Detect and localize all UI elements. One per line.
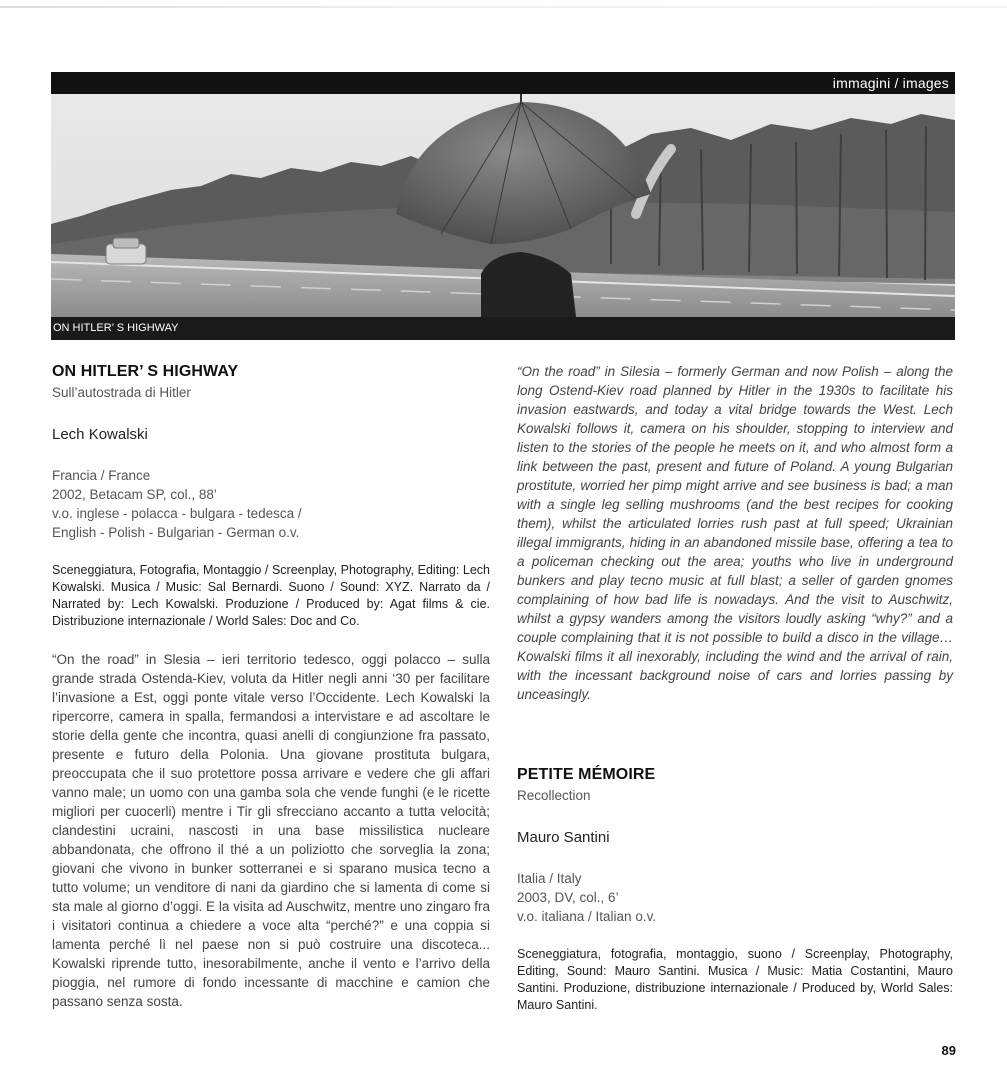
film2-block xyxy=(517,765,953,1014)
film1-synopsis-english: “On the road” in Silesia – formerly German and now Polish – along the long Ostend-Kiev road planned by Hitler in the 1930s to facilitate his invasion eastwards, and today a vital bridge towards the West. Lech Kowalski follows it, camera on his shoulder, stopping to interview and listen to the stories of the people he meets on it, and who almost form a link between the past, present and future of Poland. A young Bulgarian prostitute, worried her pimp might arrive and see business is bad; a man with a single leg selling mushrooms (and the best recipes for cooking them), whilst the articulated lorries rush past at full speed; Ukrainian illegal immigrants, hiding in an abandoned missile base, offering a tea to a policeman checking out the area; youths who live in underground bunkers and play tecno music at full blast; a seller of garden gnomes complaining of how bad life is nowadays. And the visit to Auschwitz, whilst a gypsy wanders among the visitors loudly asking “why?” and a couple complaining that it is not possible to build a disco in the village… Kowalski films it all inexorably, including the wind and the arrival of rain, with the incessant background noise of cars and lorries passing by unceasingly. xyxy=(517,364,953,702)
page-number: 89 xyxy=(941,1043,956,1058)
film2-meta xyxy=(517,869,953,926)
film1-subtitle: Sull’autostrada di Hitler xyxy=(52,385,191,400)
film1-title: ON HITLER’ S HIGHWAY xyxy=(52,363,239,380)
film1-director: Lech Kowalski xyxy=(52,426,148,443)
film1-country: Francia / France xyxy=(52,468,151,483)
images-section-tag: immagini / images xyxy=(832,75,949,91)
film2-credits: Sceneggiatura, fotografia, montaggio, suono / Screenplay, Photography, Editing, Sound: Mauro Santini. Musica / Music: Matia Costantini, Mauro Santini. Produzione, distribuzione internazionale / Produced by, World Sales: Mauro Santini. xyxy=(517,947,953,1012)
top-rule xyxy=(0,6,1007,8)
film2-format: 2003, DV, col., 6’ xyxy=(517,890,619,905)
film2-country: Italia / Italy xyxy=(517,871,582,886)
film1-language-it: v.o. inglese - polacca - bulgara - tedesca / xyxy=(52,506,302,521)
film-still-photo xyxy=(51,94,955,317)
film2-title: PETITE MÉMOIRE xyxy=(517,766,656,783)
film1-language-en: English - Polish - Bulgarian - German o.v. xyxy=(52,525,300,540)
film1-synopsis-italian: “On the road” in Slesia – ieri territorio tedesco, oggi polacco – sulla grande strada Ostenda-Kiev, voluta da Hitler negli anni ‘30 per facilitare l’invasione a Est, oggi ponte vitale verso l’Occidente. Lech Kowalski la ripercorre, camera in spalla, fermandosi a intervistare e ad ascoltare le storie della gente che incontra, quasi anelli di congiunzione fra passato, presente e futuro della Polonia. Una giovane prostituta bulgara, preoccupata che il suo protettore possa arrivare e vedere che gli affari vanno male; un uomo con una gamba sola che vende funghi (e le ricette migliori per cuocerli) mentre i Tir gli sfrecciano accanto a tutta velocità; clandestini ucraini, nascosti in una base missilistica nucleare abbandonata, che offrono il thé a un poliziotto che sorveglia la zona; giovani che vivono in bunker sotterranei e si sparano musica tecno a tutto volume; un venditore di nani da giardino che si lamenta di come si sta male al giorno d’oggi. E la visita ad Auschwitz, mentre uno zingaro fra i visitatori continua a chiedere a voce alta “perché?” e una coppia si lamenta perché lì nel paese non si può costruire una discoteca... Kowalski riprende tutto, inesorabilmente, anche il vento e l’arrivo della pioggia, nel rumore di fondo incessante di macchine e camion che passano senza sosta. xyxy=(52,652,490,1009)
film2-subtitle: Recollection xyxy=(517,788,591,803)
banner-caption: ON HITLER’ S HIGHWAY xyxy=(51,317,955,340)
film1-credits: Sceneggiatura, Fotografia, Montaggio / Screenplay, Photography, Editing: Lech Kowalski. Musica / Music: Sal Bernardi. Suono / Sound: XYZ. Narrato da / Narrated by: Lech Kowalski. Produzione / Produced by: Agat films & cie. Distribuzione internazionale / World Sales: Doc and Co. xyxy=(52,563,490,628)
film-still-banner xyxy=(51,72,955,340)
film1-english-column xyxy=(517,362,953,704)
film1-meta xyxy=(52,466,490,542)
film1-format: 2002, Betacam SP, col., 88’ xyxy=(52,487,217,502)
film2-language: v.o. italiana / Italian o.v. xyxy=(517,909,657,924)
film1-column xyxy=(52,362,490,1011)
film2-director: Mauro Santini xyxy=(517,829,610,846)
